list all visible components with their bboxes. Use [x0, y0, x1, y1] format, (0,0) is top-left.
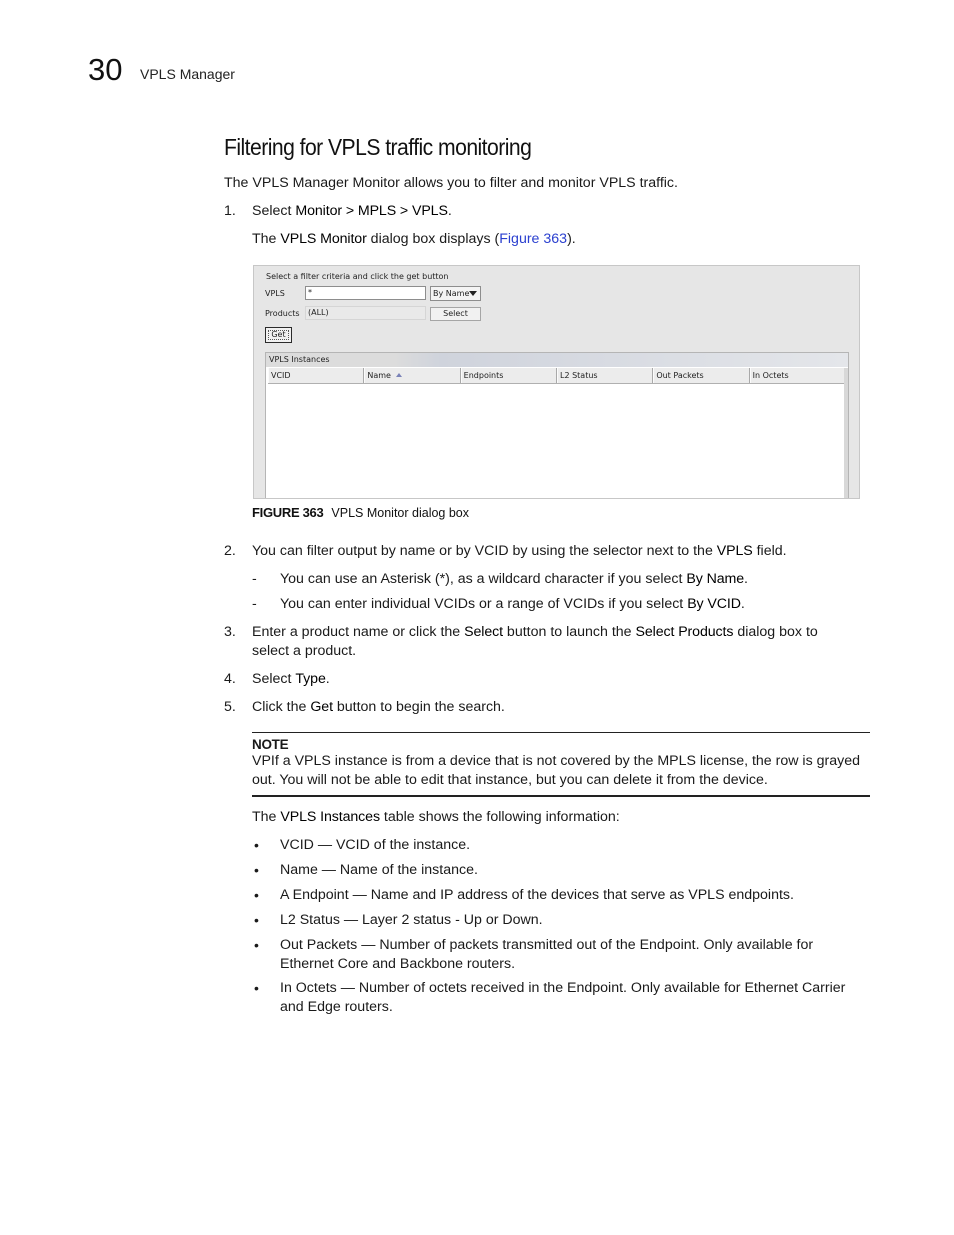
chapter-number: 30: [88, 52, 123, 87]
step-text: You can enter individual VCIDs or a range of VCIDs if you select: [280, 596, 688, 612]
note-body: VPIf a VPLS instance is from a device that is not covered by the MPLS license, the row is grayed out. You will not be able to edit that instance, but you can delete it from the device.: [252, 753, 860, 788]
dialog-name: Select Products: [635, 624, 734, 640]
list-item: A Endpoint — Name and IP address of the devices that serve as VPLS endpoints.: [280, 887, 794, 903]
step-number: 5.: [224, 699, 236, 715]
figure-caption: [252, 504, 469, 522]
column-header-in-octets[interactable]: In Octets: [750, 368, 846, 383]
step-3-text: [252, 623, 852, 661]
step-number: 1.: [224, 203, 236, 219]
step-number: 3.: [224, 624, 236, 640]
column-header-l2-status[interactable]: L2 Status: [557, 368, 653, 383]
figure-text: VPLS Monitor dialog box: [331, 506, 470, 520]
bullet-marker: •: [254, 862, 259, 878]
dialog-name: VPLS Monitor: [280, 231, 367, 247]
table-name: VPLS Instances: [280, 809, 380, 825]
field-name: Type: [295, 671, 326, 687]
figure-link[interactable]: Figure 363: [499, 231, 568, 247]
note-title: NOTE: [252, 737, 289, 752]
products-label: Products: [265, 309, 300, 318]
step-1-subtext: [252, 230, 870, 249]
dialog-instruction: Select a filter criteria and click the get button: [266, 272, 449, 281]
vpls-input[interactable]: *: [305, 286, 426, 300]
step-4-text: [252, 670, 870, 689]
vpls-instances-header: [268, 368, 846, 384]
step-text: Select: [252, 203, 296, 219]
step-text: .: [744, 571, 748, 587]
dash-marker: -: [252, 571, 257, 587]
option-name: By Name: [686, 571, 745, 587]
select-products-button[interactable]: Select: [430, 307, 481, 321]
step-1-text: [252, 202, 870, 221]
vpls-monitor-dialog: [253, 265, 860, 499]
column-header-vcid[interactable]: VCID: [268, 368, 364, 383]
step-text: field.: [752, 543, 787, 559]
step-text: The: [252, 809, 281, 825]
button-name: Select: [464, 624, 503, 640]
step-text: dialog box to select a product.: [252, 624, 818, 659]
column-header-endpoints[interactable]: Endpoints: [461, 368, 557, 383]
step-text: .: [447, 203, 452, 219]
step-text: The: [252, 231, 281, 247]
list-item: Name — Name of the instance.: [280, 862, 478, 878]
step-2-sub-2: [280, 595, 870, 614]
chapter-title: VPLS Manager: [140, 66, 235, 82]
vpls-instances-panel: [265, 352, 849, 499]
step-text: .: [740, 596, 745, 612]
chevron-down-icon: [469, 291, 477, 296]
section-title: Filtering for VPLS traffic monitoring: [224, 134, 532, 160]
step-2-sub-1: [280, 570, 870, 589]
sort-ascending-icon: [396, 373, 402, 377]
figure-id: FIGURE 363: [252, 505, 324, 520]
list-item: VCID — VCID of the instance.: [280, 837, 471, 853]
list-item: In Octets — Number of octets received in the Endpoint. Only available for Ethernet Carrier and Edge routers.: [280, 980, 846, 1015]
step-text: ).: [567, 231, 576, 247]
step-text: Select: [252, 671, 296, 687]
bullet-marker: •: [254, 837, 259, 853]
dash-marker: -: [252, 596, 257, 612]
column-header-out-packets[interactable]: Out Packets: [653, 368, 749, 383]
section-intro: The VPLS Manager Monitor allows you to filter and monitor VPLS traffic.: [224, 175, 678, 191]
step-text: .: [325, 671, 330, 687]
step-number: 2.: [224, 543, 236, 559]
note-top-rule: [252, 732, 870, 733]
list-item: L2 Status — Layer 2 status - Up or Down.: [280, 912, 543, 928]
button-name: Get: [310, 699, 333, 715]
step-text: button to launch the: [502, 624, 636, 640]
bullet-marker: •: [254, 912, 259, 928]
option-name: By VCID: [687, 596, 741, 612]
vpls-label: VPLS: [265, 289, 285, 298]
products-field: (ALL): [305, 306, 426, 320]
get-button[interactable]: Get: [265, 327, 292, 343]
list-item: Out Packets — Number of packets transmitted out of the Endpoint. Only available for Ethernet Core and Backbone routers.: [280, 937, 814, 972]
step-text: You can filter output by name or by VCID by using the selector next to the: [252, 543, 717, 559]
bullet-marker: •: [254, 980, 259, 996]
step-number: 4.: [224, 671, 236, 687]
step-text: Click the: [252, 699, 311, 715]
step-text: Enter a product name or click the: [252, 624, 465, 640]
filter-type-value: By Name: [433, 289, 470, 298]
table-info-intro: [252, 808, 870, 827]
step-text: button to begin the search.: [332, 699, 505, 715]
bullet-marker: •: [254, 937, 259, 953]
step-2-text: [252, 542, 870, 561]
vertical-scrollbar[interactable]: [844, 368, 848, 499]
vpls-instances-title: VPLS Instances: [266, 353, 848, 367]
step-text: You can use an Asterisk (*), as a wildcard character if you select: [280, 571, 687, 587]
step-5-text: [252, 698, 870, 717]
column-header-name[interactable]: Name: [364, 368, 460, 383]
field-name: VPLS: [716, 543, 753, 559]
filter-type-select[interactable]: [430, 286, 481, 301]
bullet-marker: •: [254, 887, 259, 903]
step-text: dialog box displays (: [366, 231, 500, 247]
note-bottom-rule: [252, 795, 870, 797]
menu-path: Monitor > MPLS > VPLS: [295, 203, 448, 219]
step-text: table shows the following information:: [379, 809, 620, 825]
